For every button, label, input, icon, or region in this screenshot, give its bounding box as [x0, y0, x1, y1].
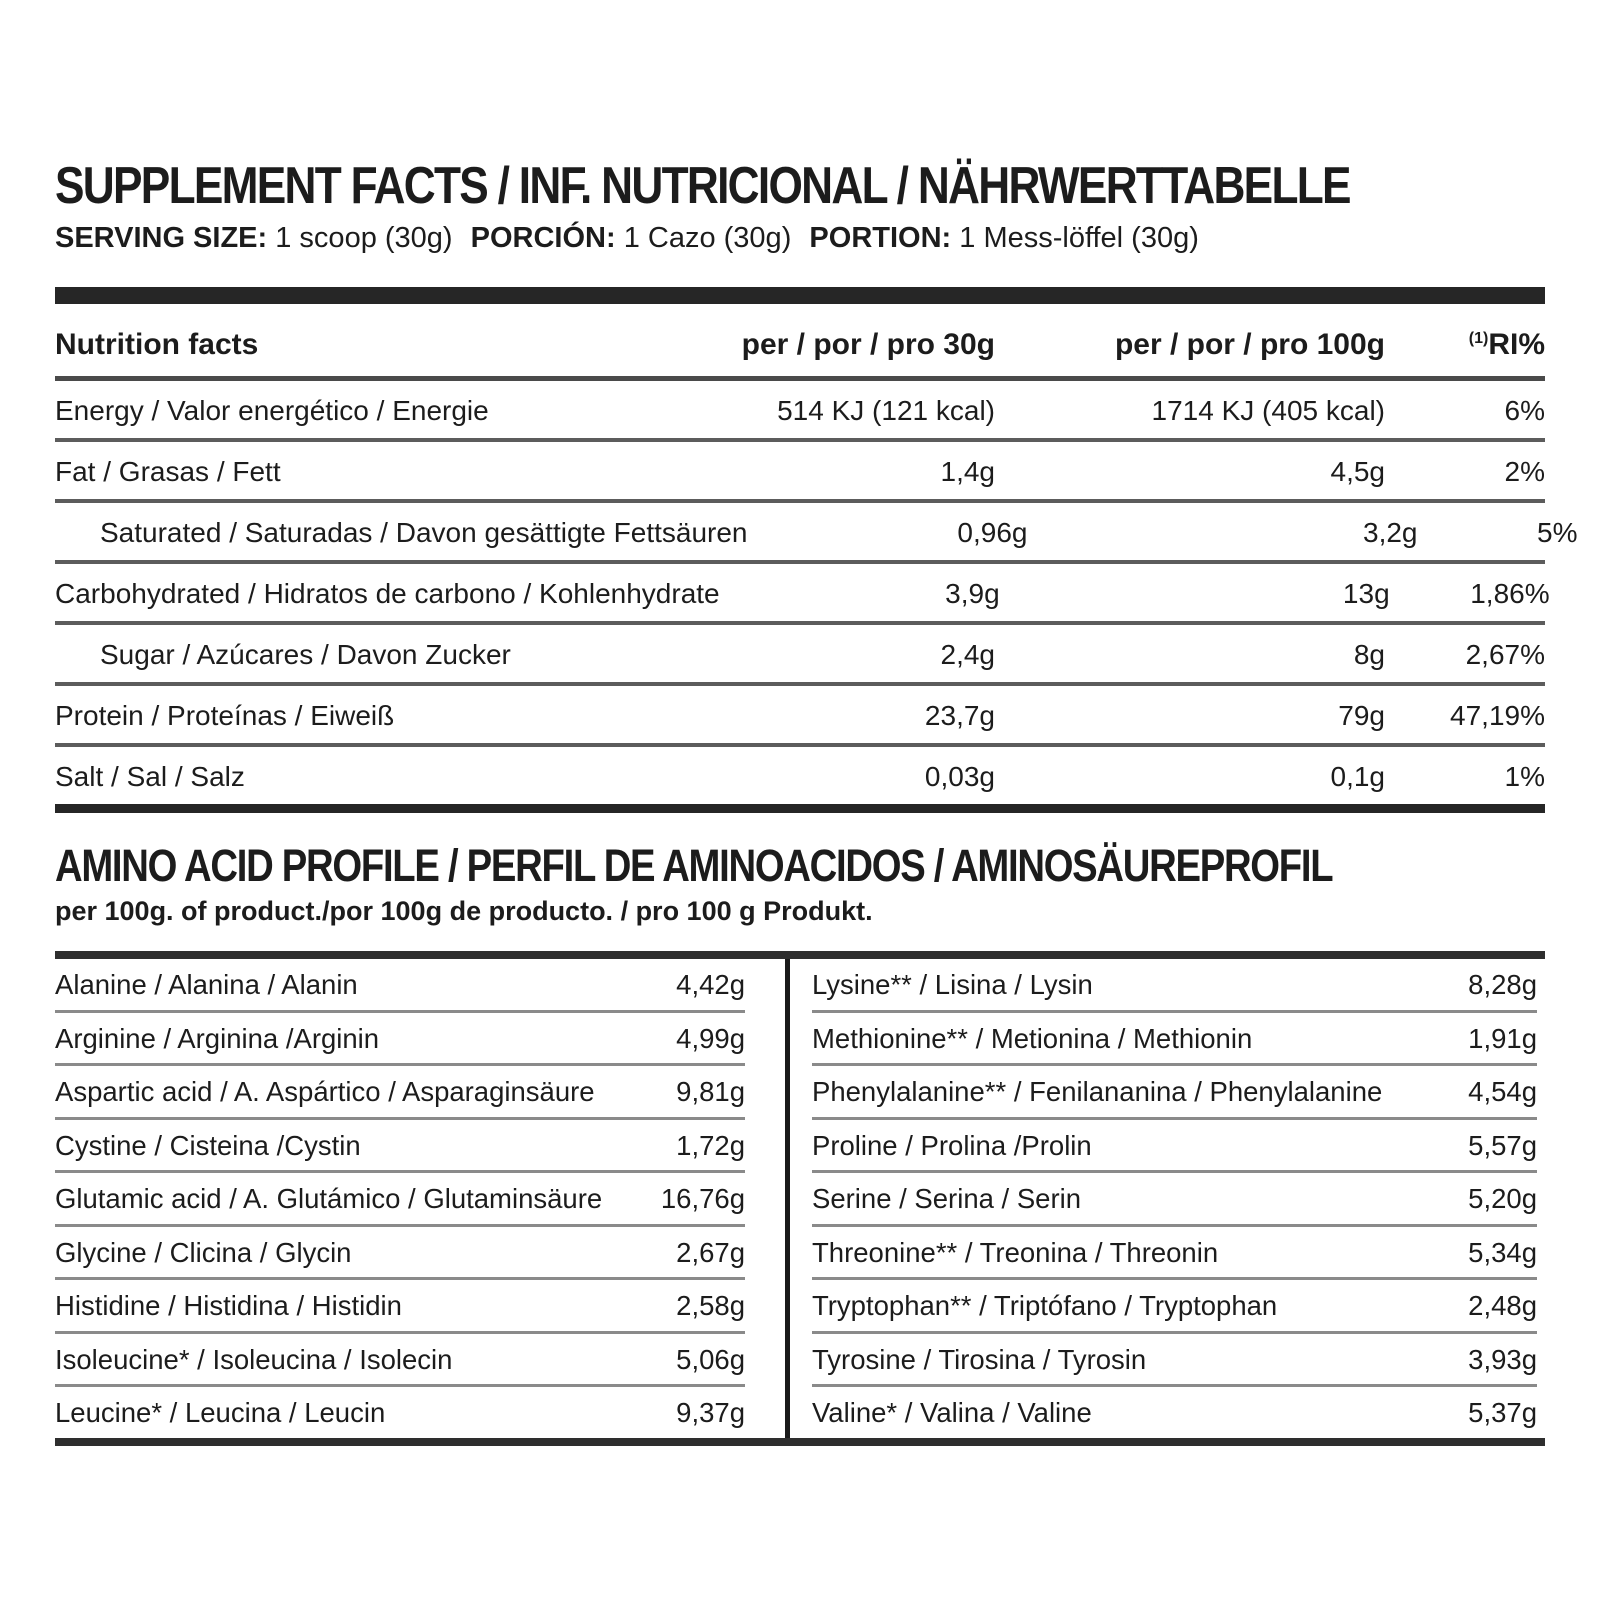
- table-row-carbohydrates: [55, 564, 1550, 625]
- amino-value: 9,37g: [676, 1397, 745, 1428]
- row-label: Salt / Sal / Salz: [55, 761, 245, 792]
- column-header-ri: $^{(1)}$RI%: [1468, 328, 1545, 361]
- row-label: Fat / Grasas / Fett: [55, 456, 281, 487]
- amino-row-leucine: [55, 1387, 745, 1438]
- table-row-fat: [55, 442, 1545, 503]
- table-row-sugar: [55, 625, 1545, 686]
- nutrition-table-header: [55, 304, 1545, 381]
- ri-footnote-marker: (1): [1468, 330, 1489, 347]
- row-per30: 0,03g: [924, 761, 995, 792]
- row-per30: 3,9g: [945, 578, 1000, 609]
- amino-value: 1,72g: [676, 1129, 745, 1161]
- row-ri: 1,86%: [1470, 578, 1550, 609]
- amino-row-alanine: [55, 959, 745, 1013]
- nutrition-table: [55, 304, 1578, 804]
- serving-size-label: SERVING SIZE:: [55, 222, 268, 254]
- row-label: Sugar / Azúcares / Davon Zucker: [100, 639, 511, 670]
- page-title: SUPPLEMENT FACTS / INF. NUTRICIONAL / NÄHRWERTTABELLE: [55, 157, 1350, 215]
- amino-row-tryptophan: [812, 1280, 1537, 1334]
- amino-table-left-column: [55, 959, 790, 1438]
- row-per30: 23,7g: [924, 700, 995, 731]
- row-ri: 2,67%: [1465, 639, 1545, 670]
- amino-row-glutamic-acid: [55, 1173, 745, 1227]
- row-ri: 2%: [1504, 456, 1545, 487]
- row-per100: 13g: [1342, 578, 1390, 609]
- amino-row-histidine: [55, 1280, 745, 1334]
- amino-row-valine: [812, 1387, 1537, 1438]
- row-label: Saturated / Saturadas / Davon gesättigte Fettsäuren: [100, 517, 748, 548]
- amino-row-isoleucine: [55, 1334, 745, 1388]
- amino-value: 1,91g: [1468, 1022, 1537, 1054]
- amino-row-glycine: [55, 1227, 745, 1281]
- serving-size-line: [55, 224, 1545, 253]
- amino-acid-table: [55, 951, 1545, 1446]
- row-ri: 6%: [1504, 395, 1545, 426]
- amino-label: Glutamic acid / A. Glutámico / Glutaminsäure: [55, 1183, 603, 1214]
- amino-section-title: AMINO ACID PROFILE / PERFIL DE AMINOACIDOS / AMINOSÄUREPROFIL: [55, 840, 1333, 891]
- amino-value: 2,58g: [676, 1290, 745, 1321]
- amino-label: Tryptophan** / Triptófano / Tryptophan: [812, 1290, 1278, 1321]
- amino-row-threonine: [812, 1227, 1537, 1281]
- amino-row-aspartic-acid: [55, 1066, 745, 1120]
- amino-label: Glycine / Clicina / Glycin: [55, 1236, 352, 1268]
- portion-label: PORTION:: [809, 222, 952, 254]
- amino-label: Lysine** / Lisina / Lysin: [812, 969, 1093, 1000]
- row-label: Protein / Proteínas / Eiweiß: [55, 700, 395, 731]
- amino-label: Isoleucine* / Isoleucina / Isolecin: [55, 1343, 453, 1375]
- column-header-facts: Nutrition facts: [55, 328, 259, 361]
- amino-row-arginine: [55, 1013, 745, 1067]
- amino-table-right-column: [790, 959, 1545, 1438]
- row-per100: 8g: [1353, 639, 1385, 670]
- amino-value: 4,54g: [1468, 1076, 1537, 1107]
- amino-section-subtitle: per 100g. of product./por 100g de producto. / pro 100 g Produkt.: [55, 896, 873, 926]
- column-header-per30: per / por / pro 30g: [741, 328, 995, 361]
- row-label: Energy / Valor energético / Energie: [55, 395, 489, 426]
- amino-label: Tyrosine / Tirosina / Tyrosin: [812, 1343, 1147, 1375]
- amino-label: Leucine* / Leucina / Leucin: [55, 1397, 386, 1428]
- row-ri: 5%: [1537, 517, 1578, 548]
- amino-label: Proline / Prolina /Prolin: [812, 1129, 1092, 1161]
- amino-value: 9,81g: [676, 1076, 745, 1107]
- row-per100: 79g: [1338, 700, 1385, 731]
- amino-value: 3,93g: [1468, 1343, 1537, 1375]
- row-ri: 47,19%: [1450, 700, 1545, 731]
- amino-value: 16,76g: [660, 1183, 745, 1214]
- amino-value: 5,57g: [1468, 1129, 1537, 1161]
- row-label: Carbohydrated / Hidratos de carbono / Kohlenhydrate: [55, 578, 720, 609]
- table-row-energy: [55, 381, 1545, 442]
- amino-value: 5,37g: [1468, 1397, 1537, 1428]
- amino-row-serine: [812, 1173, 1537, 1227]
- row-ri: 1%: [1504, 761, 1545, 792]
- amino-value: 5,06g: [676, 1343, 745, 1375]
- portion-value: 1 Mess-löffel (30g): [959, 222, 1199, 254]
- porcion-value: 1 Cazo (30g): [623, 222, 792, 254]
- row-per30: 1,4g: [940, 456, 995, 487]
- amino-value: 2,48g: [1468, 1290, 1537, 1321]
- amino-label: Alanine / Alanina / Alanin: [55, 969, 358, 1000]
- serving-size-value: 1 scoop (30g): [275, 222, 453, 254]
- section-divider-bar: [55, 287, 1545, 304]
- amino-value: 5,34g: [1468, 1236, 1537, 1268]
- row-per30: 2,4g: [940, 639, 995, 670]
- table-row-salt: [55, 747, 1545, 804]
- column-header-per100: per / por / pro 100g: [1114, 328, 1385, 361]
- table-row-protein: [55, 686, 1545, 747]
- amino-label: Phenylalanine** / Fenilananina / Phenylalanine: [812, 1076, 1383, 1107]
- amino-label: Methionine** / Metionina / Methionin: [812, 1022, 1253, 1054]
- table-row-saturated: [55, 503, 1578, 564]
- amino-label: Threonine** / Treonina / Threonin: [812, 1236, 1219, 1268]
- row-per30: 514 KJ (121 kcal): [777, 395, 995, 426]
- row-per30: 0,96g: [957, 517, 1028, 548]
- amino-value: 4,99g: [676, 1022, 745, 1054]
- amino-value: 4,42g: [676, 969, 745, 1000]
- row-per100: 0,1g: [1330, 761, 1385, 792]
- amino-value: 8,28g: [1468, 969, 1537, 1000]
- amino-value: 5,20g: [1468, 1183, 1537, 1214]
- amino-label: Aspartic acid / A. Aspártico / Asparaginsäure: [55, 1076, 595, 1107]
- amino-value: 2,67g: [676, 1236, 745, 1268]
- row-per100: 1714 KJ (405 kcal): [1151, 395, 1385, 426]
- amino-row-phenylalanine: [812, 1066, 1537, 1120]
- row-per100: 4,5g: [1330, 456, 1385, 487]
- porcion-label: PORCIÓN:: [470, 222, 616, 254]
- amino-label: Valine* / Valina / Valine: [812, 1397, 1092, 1428]
- row-per100: 3,2g: [1363, 517, 1418, 548]
- amino-row-proline: [812, 1120, 1537, 1174]
- amino-row-lysine: [812, 959, 1537, 1013]
- amino-label: Histidine / Histidina / Histidin: [55, 1290, 402, 1321]
- amino-row-methionine: [812, 1013, 1537, 1067]
- amino-row-tyrosine: [812, 1334, 1537, 1388]
- supplement-facts-label: [55, 157, 1578, 1446]
- amino-label: Cystine / Cisteina /Cystin: [55, 1129, 361, 1161]
- amino-row-cystine: [55, 1120, 745, 1174]
- amino-label: Serine / Serina / Serin: [812, 1183, 1082, 1214]
- nutrition-table-bottom-bar: [55, 804, 1545, 813]
- amino-label: Arginine / Arginina /Arginin: [55, 1022, 380, 1054]
